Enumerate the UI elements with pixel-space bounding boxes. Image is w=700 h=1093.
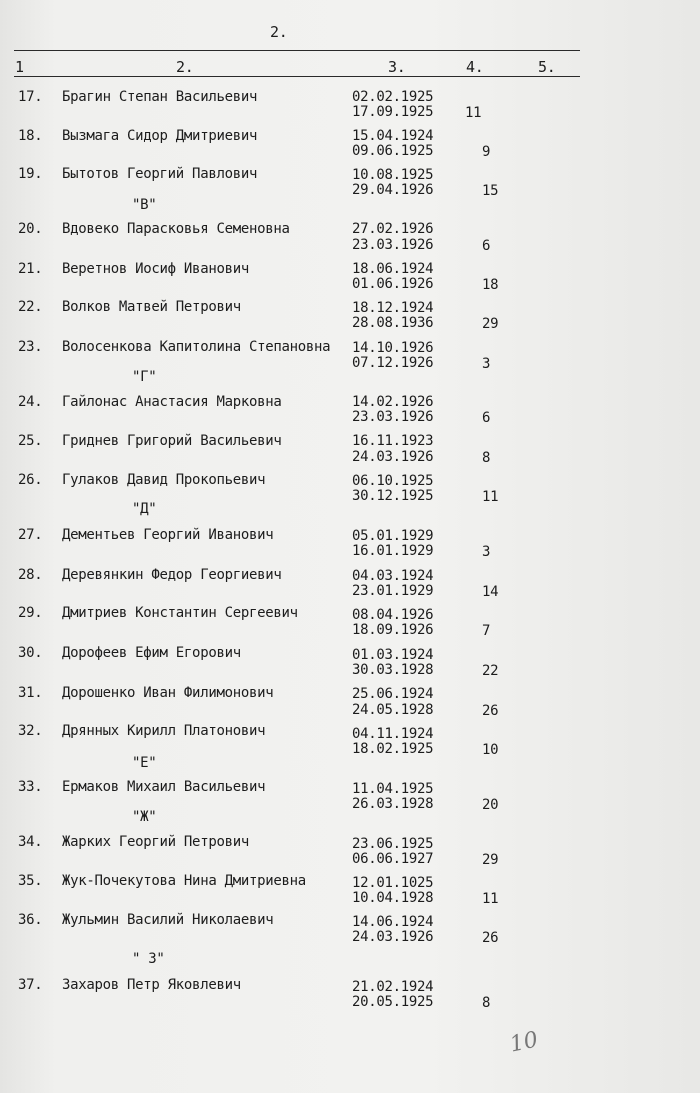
record-name: Жарких Георгий Петрович bbox=[62, 834, 249, 850]
record-date-start: 14.10.1926 bbox=[352, 340, 434, 356]
record-col4: 11 bbox=[465, 105, 482, 121]
record-number: 35. bbox=[18, 873, 43, 889]
section-letter-e: "Е" bbox=[132, 755, 157, 771]
record-date-end: 28.08.1936 bbox=[352, 315, 434, 331]
record-col4: 10 bbox=[482, 742, 499, 758]
record-col4: 18 bbox=[482, 277, 499, 293]
record-date-end: 09.06.1925 bbox=[352, 143, 434, 159]
record-name: Брагин Степан Васильевич bbox=[62, 89, 258, 105]
record-date-end: 23.03.1926 bbox=[352, 409, 434, 425]
record-col4: 29 bbox=[482, 316, 499, 332]
record-date-end: 06.06.1927 bbox=[352, 851, 434, 867]
record-date-start: 06.10.1925 bbox=[352, 473, 434, 489]
record-number: 37. bbox=[18, 977, 43, 993]
record-number: 23. bbox=[18, 339, 43, 355]
record-date-start: 18.12.1924 bbox=[352, 300, 434, 316]
section-letter-v: "В" bbox=[132, 197, 157, 213]
record-name: Дорофеев Ефим Егорович bbox=[62, 645, 241, 661]
record-name: Волосенкова Капитолина Степановна bbox=[62, 339, 331, 355]
record-date-end: 26.03.1928 bbox=[352, 796, 434, 812]
record-date-start: 14.02.1926 bbox=[352, 394, 434, 410]
record-name: Бытотов Георгий Павлович bbox=[62, 166, 258, 182]
record-name: Дорошенко Иван Филимонович bbox=[62, 685, 274, 701]
record-date-end: 30.03.1928 bbox=[352, 662, 434, 678]
record-name: Гулаков Давид Прокопьевич bbox=[62, 472, 266, 488]
record-number: 31. bbox=[18, 685, 43, 701]
record-date-start: 25.06.1924 bbox=[352, 686, 434, 702]
record-col4: 11 bbox=[482, 891, 499, 907]
record-date-end: 23.01.1929 bbox=[352, 583, 434, 599]
column-header-4: 4. bbox=[466, 58, 484, 76]
record-name: Деревянкин Федор Георгиевич bbox=[62, 567, 282, 583]
column-header-1: 1 bbox=[15, 58, 24, 76]
record-date-end: 24.03.1926 bbox=[352, 449, 434, 465]
section-letter-d: "Д" bbox=[132, 501, 157, 517]
record-number: 29. bbox=[18, 605, 43, 621]
record-col4: 29 bbox=[482, 852, 499, 868]
record-date-start: 23.06.1925 bbox=[352, 836, 434, 852]
record-date-start: 11.04.1925 bbox=[352, 781, 434, 797]
record-date-start: 04.03.1924 bbox=[352, 568, 434, 584]
record-date-end: 30.12.1925 bbox=[352, 488, 434, 504]
record-number: 18. bbox=[18, 128, 43, 144]
record-name: Дмитриев Константин Сергеевич bbox=[62, 605, 298, 621]
record-date-end: 18.02.1925 bbox=[352, 741, 434, 757]
record-name: Гриднев Григорий Васильевич bbox=[62, 433, 282, 449]
record-col4: 8 bbox=[482, 995, 491, 1011]
section-letter-z: " З" bbox=[132, 951, 165, 967]
record-col4: 15 bbox=[482, 183, 499, 199]
section-letter-g: "Г" bbox=[132, 369, 157, 385]
record-name: Веретнов Иосиф Иванович bbox=[62, 261, 249, 277]
header-top-rule bbox=[14, 50, 580, 51]
record-number: 19. bbox=[18, 166, 43, 182]
record-col4: 14 bbox=[482, 584, 499, 600]
record-name: Ермаков Михаил Васильевич bbox=[62, 779, 266, 795]
record-name: Захаров Петр Яковлевич bbox=[62, 977, 241, 993]
record-number: 28. bbox=[18, 567, 43, 583]
record-number: 21. bbox=[18, 261, 43, 277]
record-date-start: 05.01.1929 bbox=[352, 528, 434, 544]
record-date-end: 24.03.1926 bbox=[352, 929, 434, 945]
record-date-end: 01.06.1926 bbox=[352, 276, 434, 292]
record-date-end: 29.04.1926 bbox=[352, 182, 434, 198]
record-name: Жульмин Василий Николаевич bbox=[62, 912, 274, 928]
record-col4: 8 bbox=[482, 450, 491, 466]
record-date-start: 21.02.1924 bbox=[352, 979, 434, 995]
record-date-start: 27.02.1926 bbox=[352, 221, 434, 237]
record-name: Жук-Почекутова Нина Дмитриевна bbox=[62, 873, 306, 889]
record-number: 24. bbox=[18, 394, 43, 410]
record-number: 25. bbox=[18, 433, 43, 449]
record-name: Дементьев Георгий Иванович bbox=[62, 527, 274, 543]
record-col4: 20 bbox=[482, 797, 499, 813]
record-date-start: 16.11.1923 bbox=[352, 433, 434, 449]
record-col4: 6 bbox=[482, 410, 491, 426]
record-number: 32. bbox=[18, 723, 43, 739]
record-date-start: 04.11.1924 bbox=[352, 726, 434, 742]
record-number: 26. bbox=[18, 472, 43, 488]
record-date-start: 01.03.1924 bbox=[352, 647, 434, 663]
handwritten-note: 10 bbox=[507, 1027, 541, 1058]
record-date-start: 02.02.1925 bbox=[352, 89, 434, 105]
record-col4: 26 bbox=[482, 703, 499, 719]
record-date-end: 07.12.1926 bbox=[352, 355, 434, 371]
record-date-end: 20.05.1925 bbox=[352, 994, 434, 1010]
record-col4: 7 bbox=[482, 623, 491, 639]
record-date-end: 10.04.1928 bbox=[352, 890, 434, 906]
record-number: 34. bbox=[18, 834, 43, 850]
record-col4: 3 bbox=[482, 544, 491, 560]
record-name: Волков Матвей Петрович bbox=[62, 299, 241, 315]
record-col4: 9 bbox=[482, 144, 491, 160]
record-col4: 6 bbox=[482, 238, 491, 254]
record-date-start: 10.08.1925 bbox=[352, 167, 434, 183]
record-date-end: 24.05.1928 bbox=[352, 702, 434, 718]
record-date-start: 12.01.1025 bbox=[352, 875, 434, 891]
record-date-end: 17.09.1925 bbox=[352, 104, 434, 120]
record-name: Вдовеко Парасковья Семеновна bbox=[62, 221, 290, 237]
column-header-2: 2. bbox=[176, 58, 194, 76]
record-col4: 3 bbox=[482, 356, 491, 372]
section-letter-zh: "Ж" bbox=[132, 809, 157, 825]
record-date-start: 14.06.1924 bbox=[352, 914, 434, 930]
record-col4: 11 bbox=[482, 489, 499, 505]
record-date-start: 18.06.1924 bbox=[352, 261, 434, 277]
record-col4: 22 bbox=[482, 663, 499, 679]
record-number: 33. bbox=[18, 779, 43, 795]
record-number: 27. bbox=[18, 527, 43, 543]
record-number: 22. bbox=[18, 299, 43, 315]
record-number: 30. bbox=[18, 645, 43, 661]
record-name: Гайлонас Анастасия Марковна bbox=[62, 394, 282, 410]
record-col4: 26 bbox=[482, 930, 499, 946]
column-header-5: 5. bbox=[538, 58, 556, 76]
record-number: 17. bbox=[18, 89, 43, 105]
record-number: 20. bbox=[18, 221, 43, 237]
header-bottom-rule bbox=[14, 76, 580, 77]
record-date-start: 08.04.1926 bbox=[352, 607, 434, 623]
record-name: Дрянных Кирилл Платонович bbox=[62, 723, 266, 739]
record-date-end: 23.03.1926 bbox=[352, 237, 434, 253]
column-header-3: 3. bbox=[388, 58, 406, 76]
record-date-end: 16.01.1929 bbox=[352, 543, 434, 559]
page-number: 2. bbox=[270, 23, 288, 41]
record-name: Вызмага Сидор Дмитриевич bbox=[62, 128, 258, 144]
record-number: 36. bbox=[18, 912, 43, 928]
record-date-end: 18.09.1926 bbox=[352, 622, 434, 638]
record-date-start: 15.04.1924 bbox=[352, 128, 434, 144]
